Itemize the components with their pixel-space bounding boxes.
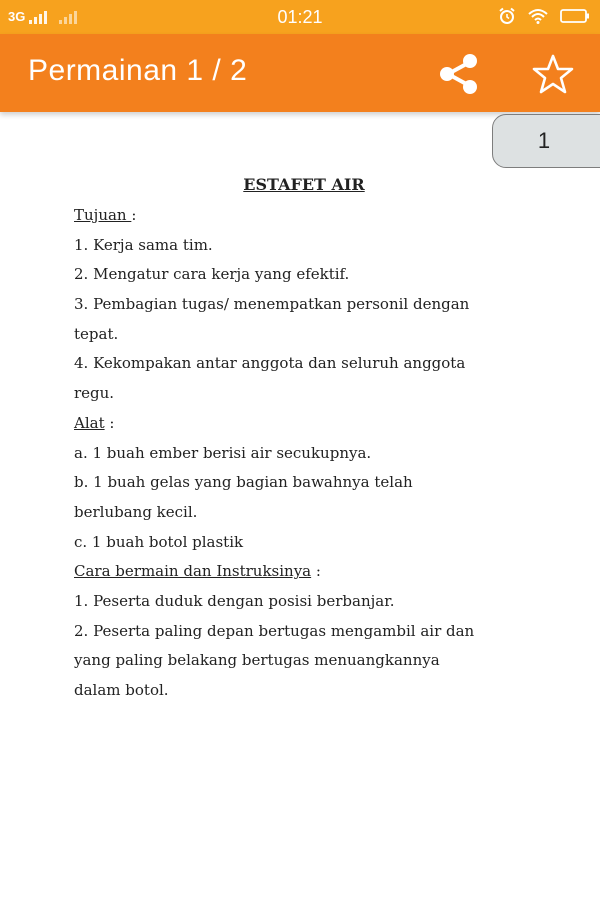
- text-line: dalam botol.: [74, 681, 169, 699]
- favorite-button[interactable]: [530, 52, 576, 96]
- network-type: 3G: [8, 9, 26, 24]
- section-heading-text: Tujuan: [74, 206, 132, 224]
- section-heading: [74, 557, 534, 587]
- share-button[interactable]: [436, 52, 482, 96]
- text-line: 2. Peserta paling depan bertugas mengambil air dan: [74, 621, 475, 640]
- text-line: 2. Mengatur cara kerja yang efektif.: [74, 265, 350, 284]
- text-line: regu.: [74, 384, 115, 403]
- page-number: 1: [537, 128, 551, 153]
- document: [74, 172, 534, 706]
- battery-icon: [560, 8, 590, 24]
- section-heading: [74, 201, 534, 231]
- page-number-badge[interactable]: [492, 114, 600, 168]
- status-icons: [498, 7, 590, 25]
- star-icon: [530, 52, 576, 96]
- text-line: berlubang kecil.: [74, 502, 198, 521]
- text-line: c. 1 buah botol plastik: [74, 532, 244, 551]
- text-line: tepat.: [74, 324, 119, 343]
- text-line: 1. Peserta duduk dengan posisi berbanjar.: [74, 591, 395, 610]
- section-heading-suffix: :: [104, 413, 115, 432]
- page-title: Permainan 1 / 2: [28, 54, 248, 87]
- section-heading-suffix: :: [131, 206, 137, 224]
- section-heading-text: Alat: [74, 413, 105, 432]
- clock: 01:21: [277, 7, 323, 27]
- section-heading: [74, 409, 534, 439]
- share-icon: [436, 52, 482, 96]
- app-bar: [0, 34, 600, 112]
- text-line: a. 1 buah ember berisi air secukupnya.: [74, 443, 372, 462]
- text-line: 3. Pembagian tugas/ menempatkan personil dengan: [74, 295, 470, 314]
- section-heading-suffix: :: [311, 562, 321, 581]
- section-heading-text: Cara bermain dan Instruksinya: [74, 562, 312, 581]
- text-line: b. 1 buah gelas yang bagian bawahnya telah: [74, 473, 413, 492]
- text-line: 1. Kerja sama tim.: [74, 235, 213, 254]
- text-line: 4. Kekompakan antar anggota dan seluruh anggota: [74, 354, 466, 373]
- alarm-icon: [498, 7, 516, 25]
- wifi-icon: [528, 8, 548, 24]
- document-title: ESTAFET AIR: [243, 175, 365, 194]
- status-bar: [0, 0, 600, 34]
- text-line: yang paling belakang bertugas menuangkannya: [74, 651, 440, 670]
